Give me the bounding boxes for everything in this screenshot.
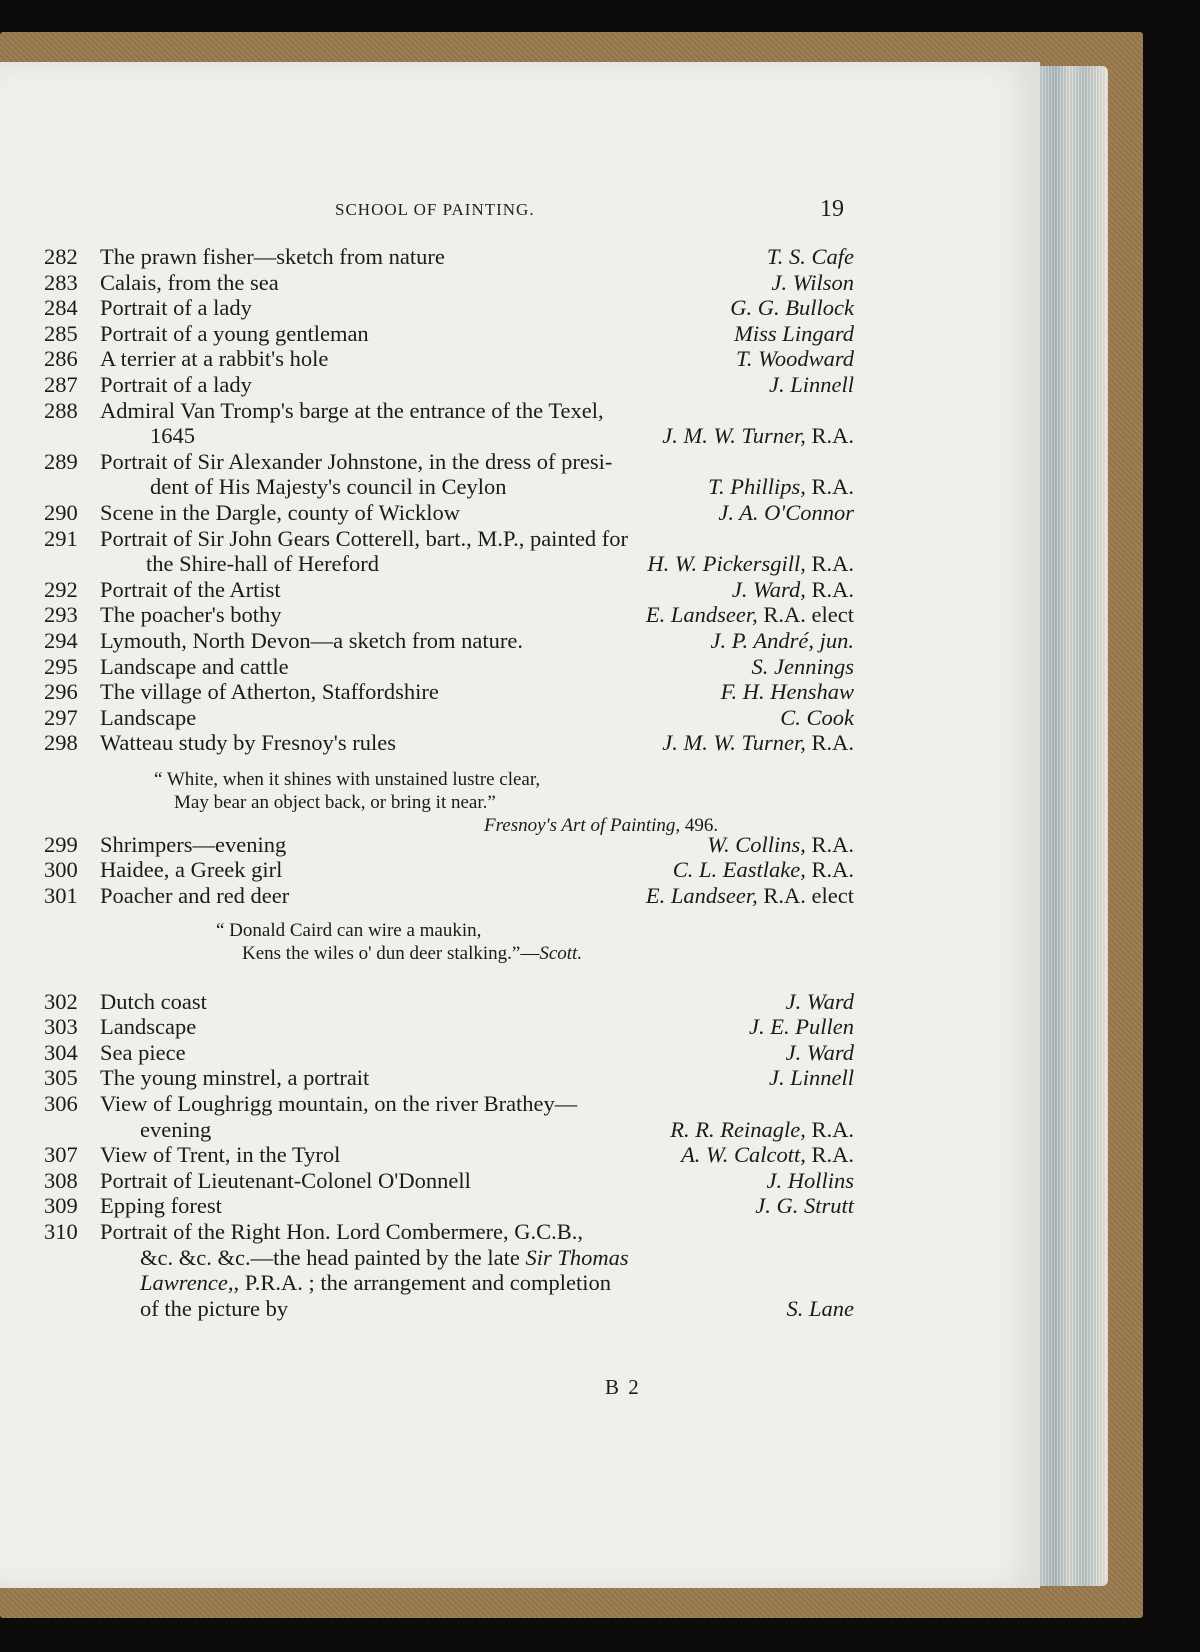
artist-name: [681, 1142, 854, 1168]
artist-italic: J. Ward: [785, 1039, 854, 1065]
quote-line: “ White, when it shines with unstained lustre clear,: [154, 768, 541, 790]
artist-name: [647, 551, 854, 577]
entry-title: Landscape and cattle: [100, 653, 289, 679]
artist-name: [749, 1014, 854, 1040]
catalogue-entry: [44, 1193, 854, 1219]
catalogue-entry: [44, 1142, 854, 1168]
artist-italic: T. Woodward: [736, 346, 854, 372]
catalogue-entry: [44, 1014, 854, 1040]
catalogue-entry: [44, 654, 854, 680]
entry-number: 298: [44, 730, 78, 756]
entry-title-continued: [140, 1245, 629, 1271]
catalogue-entry: [44, 270, 854, 296]
artist-italic: C. L. Eastlake,: [672, 857, 806, 883]
catalogue-entry: [44, 679, 854, 705]
entry-title: Portrait of Sir John Gears Cotterell, bart., M.P., painted for: [100, 525, 629, 551]
entry-title: The poacher's bothy: [100, 602, 282, 628]
quote-line: “ Donald Caird can wire a maukin,: [216, 919, 482, 941]
entry-text: , P.R.A. ; the arrangement and completion: [233, 1270, 611, 1296]
artist-italic: E. Landseer,: [645, 883, 758, 909]
entry-number: 283: [44, 269, 78, 295]
catalogue-entry: [44, 1168, 854, 1194]
entry-title: Landscape: [100, 704, 197, 730]
verse-quote: [44, 760, 854, 836]
artist-name: [752, 654, 854, 680]
catalogue-entry: [44, 832, 854, 858]
artist-italic: R. R. Reinagle,: [670, 1116, 806, 1142]
catalogue-entry: [44, 628, 854, 654]
artist-name: [772, 270, 855, 296]
entry-number: 310: [44, 1219, 78, 1244]
entry-number: 302: [44, 988, 78, 1014]
artist-name: [662, 423, 854, 449]
artist-title: R.A.: [805, 576, 854, 602]
artist-italic: J. A. O'Connor: [718, 499, 854, 525]
entry-title: View of Loughrigg mountain, on the river Brathey—: [100, 1091, 578, 1117]
artist-italic: J. Ward,: [731, 576, 806, 602]
entry-title: Portrait of Lieutenant-Colonel O'Donnell: [100, 1167, 471, 1193]
artist-name: [670, 1117, 854, 1143]
entry-italic-name: Sir Thomas: [525, 1244, 629, 1270]
entry-number: 288: [44, 397, 78, 423]
entry-number: 304: [44, 1039, 78, 1065]
entry-title: [100, 1219, 583, 1245]
entry-title: Poacher and red deer: [100, 883, 290, 909]
artist-italic: J. G. Strutt: [755, 1193, 854, 1219]
artist-name: [755, 1193, 854, 1219]
artist-italic: A. W. Calcott,: [681, 1142, 806, 1168]
entry-number: 299: [44, 831, 78, 857]
catalogue-entry: [44, 1219, 854, 1321]
artist-name: [708, 474, 854, 500]
entry-title: Scene in the Dargle, county of Wicklow: [100, 499, 461, 525]
catalogue-entry: [44, 1040, 854, 1066]
artist-name: [707, 832, 854, 858]
entry-number: 300: [44, 857, 78, 883]
entry-number: 295: [44, 653, 78, 679]
artist-italic: T. S. Cafe: [766, 244, 854, 269]
artist-italic: J. M. W. Turner,: [662, 730, 806, 756]
artist-italic: J. M. W. Turner,: [662, 423, 806, 449]
catalogue-entry: [44, 321, 854, 347]
artist-italic: J. Linnell: [769, 371, 854, 397]
entry-number: 297: [44, 704, 78, 730]
artist-name: [710, 628, 854, 654]
artist-title: R.A.: [805, 1116, 854, 1142]
entry-title-continued: 1645: [150, 423, 195, 449]
artist-name: [786, 989, 854, 1015]
entry-title: View of Trent, in the Tyrol: [100, 1142, 341, 1168]
artist-name: [673, 857, 854, 883]
verse-quote: [44, 913, 854, 971]
artist-name: [767, 244, 854, 270]
entry-title-continued: dent of His Majesty's council in Ceylon: [150, 474, 507, 500]
entry-title: The village of Atherton, Staffordshire: [100, 679, 439, 705]
catalogue-entry: [44, 244, 854, 270]
entry-number: 308: [44, 1167, 78, 1193]
catalogue-entry: [44, 449, 854, 500]
entry-number: 301: [44, 883, 78, 909]
artist-italic: S. Jennings: [751, 653, 854, 679]
artist-italic: J. Hollins: [766, 1167, 854, 1193]
catalogue-list: [44, 244, 854, 1321]
catalogue-entry: [44, 1065, 854, 1091]
artist-name: [734, 321, 854, 347]
entry-number: 291: [44, 525, 78, 551]
quote-author: Scott.: [539, 942, 583, 964]
entry-title: Watteau study by Fresnoy's rules: [100, 730, 396, 756]
page-number: 19: [820, 196, 844, 222]
quote-source-title: Fresnoy's Art of Painting,: [484, 814, 681, 836]
artist-name: [786, 1040, 854, 1066]
entry-number: 292: [44, 576, 78, 602]
entry-title-continued: evening: [140, 1116, 212, 1142]
entry-number: 303: [44, 1014, 78, 1040]
artist-title: R.A. elect: [757, 883, 854, 909]
running-head: SCHOOL OF PAINTING.: [335, 200, 535, 219]
entry-number: 287: [44, 371, 78, 397]
artist-italic: T. Phillips,: [708, 474, 806, 500]
artist-title: R.A. elect: [757, 602, 854, 628]
artist-italic: J. Wilson: [771, 269, 854, 295]
artist-italic: Miss Lingard: [734, 320, 854, 346]
catalogue-entry: [44, 526, 854, 577]
catalogue-entry: [44, 857, 854, 883]
artist-name: [769, 372, 854, 398]
catalogue-entry: [44, 730, 854, 756]
entry-title: Shrimpers—evening: [100, 831, 287, 857]
artist-name: [736, 346, 854, 372]
artist-name: [732, 577, 854, 603]
entry-title: Haidee, a Greek girl: [100, 857, 283, 883]
artist-italic: J. Linnell: [769, 1065, 854, 1091]
catalogue-entry: [44, 295, 854, 321]
artist-name: [662, 730, 854, 756]
entry-title: The young minstrel, a portrait: [100, 1065, 370, 1091]
artist-name: [646, 883, 854, 909]
entry-title-continued: [140, 1296, 288, 1322]
artist-name: [780, 705, 854, 731]
artist-italic: J. E. Pullen: [749, 1014, 854, 1040]
entry-title: Calais, from the sea: [100, 269, 279, 295]
catalogue-entry: [44, 346, 854, 372]
entry-number: 282: [44, 244, 78, 269]
entry-title: Portrait of a lady: [100, 295, 252, 321]
entry-title: Sea piece: [100, 1039, 186, 1065]
catalogue-entry: [44, 500, 854, 526]
entry-number: 289: [44, 448, 78, 474]
entry-number: 294: [44, 627, 78, 653]
artist-italic: F. H. Henshaw: [720, 679, 854, 705]
artist-italic: C. Cook: [780, 704, 854, 730]
entry-title: The prawn fisher—sketch from nature: [100, 244, 445, 269]
artist-title: R.A.: [805, 551, 854, 577]
artist-name: [646, 602, 854, 628]
catalogue-entry: [44, 398, 854, 449]
catalogue-entry: [44, 372, 854, 398]
catalogue-entry: [44, 577, 854, 603]
artist-name: [721, 679, 854, 705]
artist-title: R.A.: [805, 1142, 854, 1168]
artist-name: [767, 1168, 855, 1194]
entry-number: 285: [44, 320, 78, 346]
entry-title: Portrait of a young gentleman: [100, 320, 369, 346]
entry-text: Portrait of the Right Hon. Lord Combermere, G.C.B.,: [100, 1219, 584, 1244]
entry-number: 290: [44, 499, 78, 525]
entry-title: Dutch coast: [100, 988, 207, 1014]
catalogue-entry: [44, 705, 854, 731]
artist-italic: G. G. Bullock: [730, 295, 854, 321]
entry-number: 306: [44, 1091, 78, 1117]
entry-title: Portrait of the Artist: [100, 576, 281, 602]
catalogue-entry: [44, 1091, 854, 1142]
artist-italic: H. W. Pickersgill,: [647, 551, 806, 577]
entry-number: 293: [44, 602, 78, 628]
entry-title: Portrait of a lady: [100, 371, 252, 397]
artist-title: R.A.: [805, 474, 854, 500]
entry-number: 296: [44, 679, 78, 705]
entry-number: 286: [44, 346, 78, 372]
entry-number: 309: [44, 1193, 78, 1219]
artist-title: R.A.: [805, 730, 854, 756]
artist-title: R.A.: [805, 831, 854, 857]
quote-line: May bear an object back, or bring it near.”: [174, 791, 496, 813]
catalogue-entry: [44, 989, 854, 1015]
catalogue-entry: [44, 883, 854, 909]
entry-title: Lymouth, North Devon—a sketch from nature.: [100, 627, 524, 653]
artist-italic: E. Landseer,: [645, 602, 758, 628]
entry-title-continued: the Shire-hall of Hereford: [146, 551, 380, 577]
entry-italic-name: Lawrence,: [140, 1270, 234, 1296]
artist-italic: J. P. André, jun.: [710, 627, 854, 653]
signature-mark: B 2: [605, 1375, 641, 1399]
artist-title: R.A.: [805, 857, 854, 883]
artist-italic: J. Ward: [785, 988, 854, 1014]
entry-title: Landscape: [100, 1014, 197, 1040]
entry-title: Admiral Van Tromp's barge at the entrance of the Texel,: [100, 397, 604, 423]
quote-text: Kens the wiles o' dun deer stalking.”—: [242, 942, 540, 964]
artist-name: [769, 1065, 854, 1091]
entry-title: Epping forest: [100, 1193, 222, 1219]
entry-number: 305: [44, 1065, 78, 1091]
artist-name: [718, 500, 854, 526]
entry-text: of the picture by: [140, 1295, 289, 1321]
entry-text: &c. &c. &c.—the head painted by the late: [140, 1244, 526, 1270]
quote-source-page: 496.: [680, 814, 719, 836]
catalogue-entry: [44, 602, 854, 628]
artist-name: S. Lane: [786, 1295, 854, 1321]
artist-italic: W. Collins,: [707, 831, 806, 857]
artist-title: R.A.: [805, 423, 854, 449]
entry-title-continued: [140, 1270, 611, 1296]
quote-line: [242, 942, 582, 965]
entry-title: A terrier at a rabbit's hole: [100, 346, 329, 372]
artist-name: [730, 295, 854, 321]
entry-title: Portrait of Sir Alexander Johnstone, in the dress of presi-: [100, 448, 613, 474]
entry-number: 307: [44, 1142, 78, 1168]
entry-number: 284: [44, 295, 78, 321]
